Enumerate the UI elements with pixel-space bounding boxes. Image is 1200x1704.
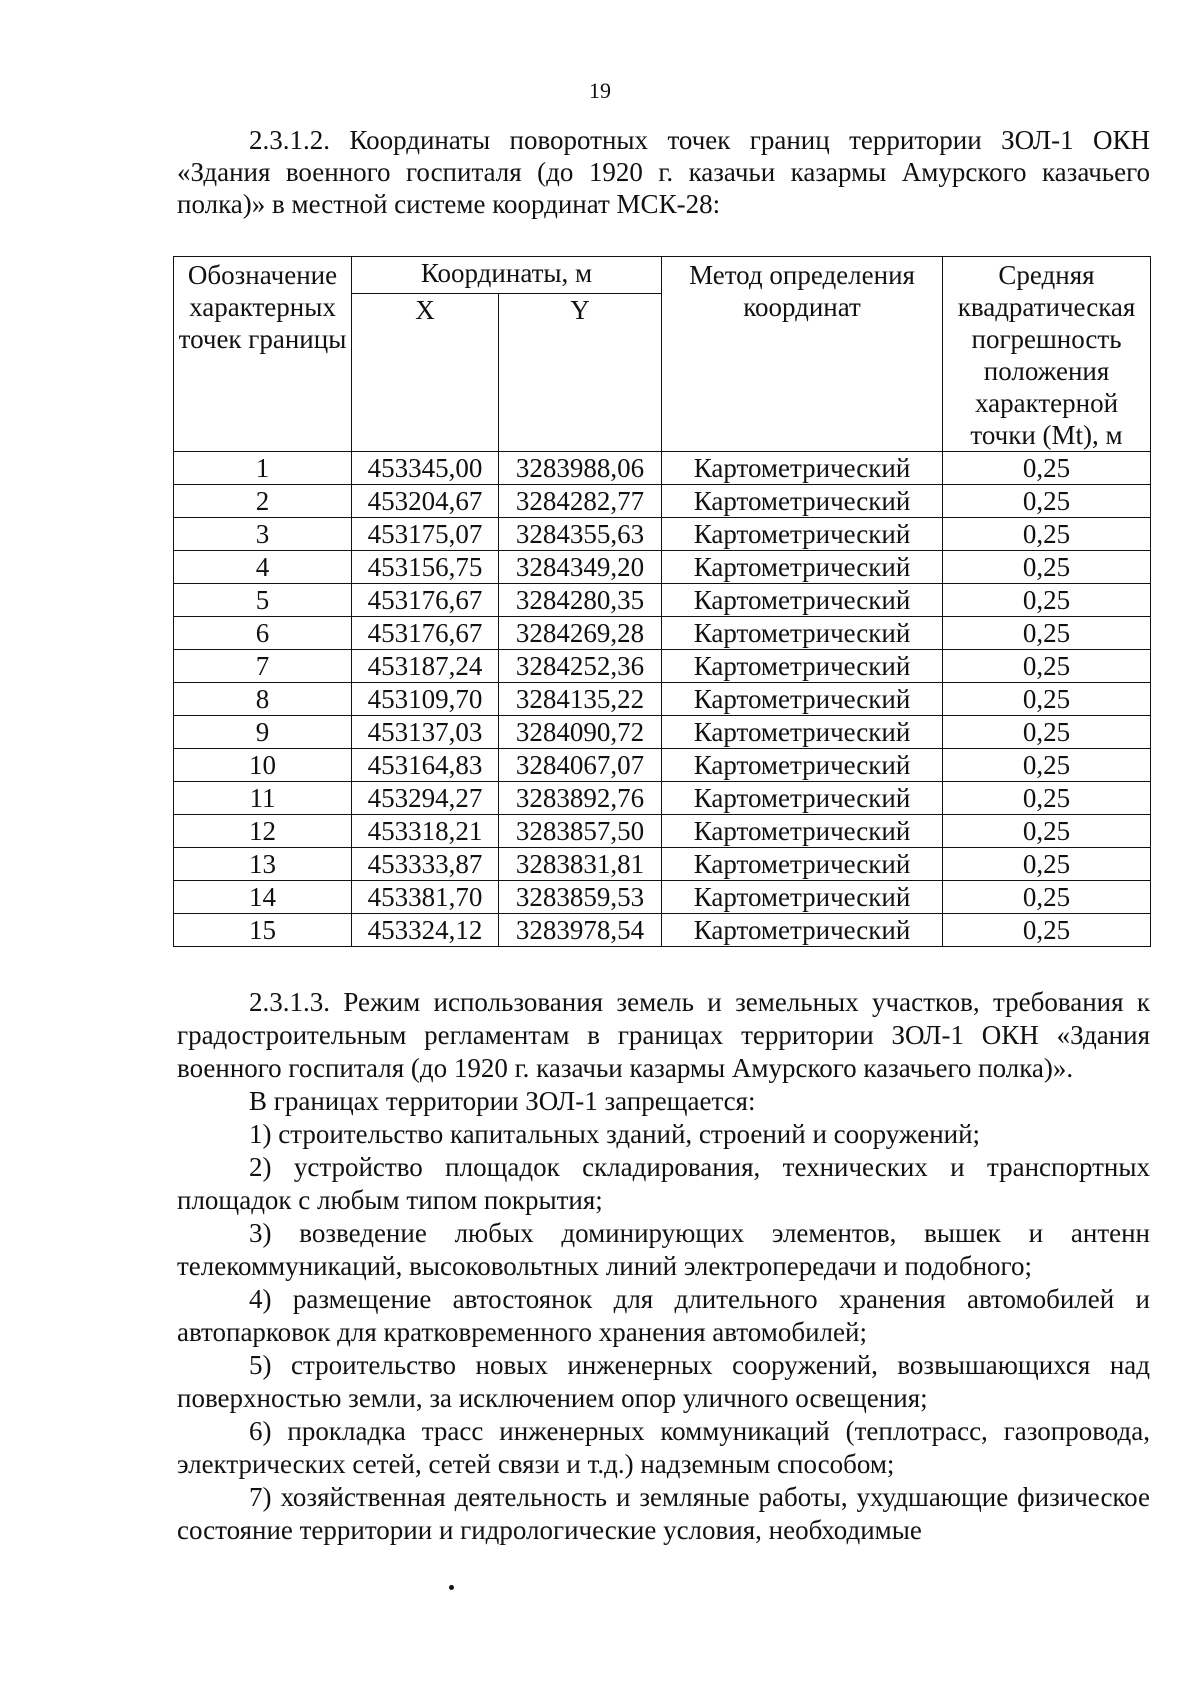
list-item: 6) прокладка трасс инженерных коммуникаций (теплотрасс, газопровода, электрических сетей, сетей связи и т.д.) надземным способом; [177, 1416, 1150, 1479]
table-row [174, 518, 1151, 551]
cell-method: Картометрический [662, 452, 943, 485]
cell-point-number: 8 [174, 683, 352, 716]
list-item: 1) строительство капитальных зданий, строений и сооружений; [249, 1119, 981, 1149]
cell-point-number: 5 [174, 584, 352, 617]
list-item: 7) хозяйственная деятельность и земляные работы, ухудшающие физическое состояние территории и гидрологические условия, необходимые [177, 1482, 1150, 1545]
cell-point-number: 13 [174, 848, 352, 881]
section-heading: 2.3.1.3. Режим использования земель и земельных участков, требования к градостроительным регламентам в границах территории ЗОЛ-1 ОКН «Здания военного госпиталя (до 1920 г. казачьи казармы Амурского казачьего полка)». [177, 987, 1150, 1083]
cell-coord-y: 3283892,76 [499, 782, 662, 815]
cell-coord-x: 453109,70 [352, 683, 499, 716]
cell-point-number: 6 [174, 617, 352, 650]
list-item: 4) размещение автостоянок для длительного хранения автомобилей и автопарковок для кратковременного хранения автомобилей; [177, 1284, 1150, 1347]
cell-method: Картометрический [662, 650, 943, 683]
cell-error: 0,25 [943, 452, 1151, 485]
cell-error: 0,25 [943, 485, 1151, 518]
table-row [174, 650, 1151, 683]
header-point: Обозначение характерных точек границы [174, 257, 352, 452]
cell-coord-y: 3284090,72 [499, 716, 662, 749]
cell-point-number: 9 [174, 716, 352, 749]
cell-method: Картометрический [662, 716, 943, 749]
table-row [174, 782, 1151, 815]
cell-coord-x: 453156,75 [352, 551, 499, 584]
cell-coord-y: 3284349,20 [499, 551, 662, 584]
cell-error: 0,25 [943, 749, 1151, 782]
prohibitions-list [177, 1118, 1150, 1547]
table-row [174, 815, 1151, 848]
table-row [174, 749, 1151, 782]
coordinates-table-body [174, 452, 1151, 947]
table-row [174, 452, 1151, 485]
cell-error: 0,25 [943, 782, 1151, 815]
cell-coord-y: 3283857,50 [499, 815, 662, 848]
cell-coord-y: 3283831,81 [499, 848, 662, 881]
page-number: 19 [589, 78, 611, 103]
cell-coord-x: 453324,12 [352, 914, 499, 947]
cell-coord-x: 453175,07 [352, 518, 499, 551]
list-item: 5) строительство новых инженерных сооружений, возвышающихся над поверхностью земли, за исключением опор уличного освещения; [177, 1350, 1150, 1413]
cell-coord-y: 3284269,28 [499, 617, 662, 650]
cell-point-number: 1 [174, 452, 352, 485]
intro-paragraph: 2.3.1.2. Координаты поворотных точек границ территории ЗОЛ-1 ОКН «Здания военного госпиталя (до 1920 г. казачьи казармы Амурского казачьего полка)» в местной системе координат МСК-28: [177, 125, 1150, 219]
cell-point-number: 14 [174, 881, 352, 914]
cell-coord-x: 453318,21 [352, 815, 499, 848]
cell-coord-x: 453333,87 [352, 848, 499, 881]
table-row [174, 914, 1151, 947]
cell-method: Картометрический [662, 749, 943, 782]
header-error: Средняя квадратическая погрешность положения характерной точки (Mt), м [943, 257, 1151, 452]
cell-coord-y: 3284135,22 [499, 683, 662, 716]
cell-error: 0,25 [943, 815, 1151, 848]
cell-coord-x: 453294,27 [352, 782, 499, 815]
cell-coord-y: 3284355,63 [499, 518, 662, 551]
cell-error: 0,25 [943, 518, 1151, 551]
cell-error: 0,25 [943, 848, 1151, 881]
cell-point-number: 11 [174, 782, 352, 815]
table-row [174, 551, 1151, 584]
table-row [174, 716, 1151, 749]
cell-point-number: 12 [174, 815, 352, 848]
cell-coord-x: 453204,67 [352, 485, 499, 518]
cell-coord-x: 453176,67 [352, 584, 499, 617]
cell-coord-x: 453187,24 [352, 650, 499, 683]
coordinates-table [173, 256, 1151, 947]
cell-coord-y: 3284252,36 [499, 650, 662, 683]
cell-error: 0,25 [943, 650, 1151, 683]
cell-error: 0,25 [943, 683, 1151, 716]
table-row [174, 683, 1151, 716]
list-item: 2) устройство площадок складирования, технических и транспортных площадок с любым типом покрытия; [177, 1152, 1150, 1215]
section-lead: В границах территории ЗОЛ-1 запрещается: [249, 1086, 756, 1116]
cell-point-number: 4 [174, 551, 352, 584]
cell-error: 0,25 [943, 716, 1151, 749]
table-row [174, 584, 1151, 617]
cell-coord-x: 453176,67 [352, 617, 499, 650]
cell-error: 0,25 [943, 881, 1151, 914]
cell-method: Картометрический [662, 815, 943, 848]
table-row [174, 485, 1151, 518]
cell-error: 0,25 [943, 914, 1151, 947]
list-item: 3) возведение любых доминирующих элементов, вышек и антенн телекоммуникаций, высоковольтных линий электропередачи и подобного; [177, 1218, 1150, 1281]
cell-point-number: 3 [174, 518, 352, 551]
cell-method: Картометрический [662, 683, 943, 716]
cell-coord-y: 3283859,53 [499, 881, 662, 914]
cell-method: Картометрический [662, 848, 943, 881]
cell-coord-x: 453137,03 [352, 716, 499, 749]
cell-coord-y: 3284280,35 [499, 584, 662, 617]
cell-error: 0,25 [943, 617, 1151, 650]
cell-method: Картометрический [662, 782, 943, 815]
scan-speck [449, 1585, 454, 1590]
cell-error: 0,25 [943, 584, 1151, 617]
table-row [174, 848, 1151, 881]
cell-point-number: 10 [174, 749, 352, 782]
cell-point-number: 2 [174, 485, 352, 518]
table-row [174, 881, 1151, 914]
cell-coord-x: 453345,00 [352, 452, 499, 485]
header-x: X [352, 294, 499, 452]
cell-coord-y: 3284282,77 [499, 485, 662, 518]
header-method: Метод определения координат [662, 257, 943, 452]
cell-coord-y: 3283988,06 [499, 452, 662, 485]
cell-method: Картометрический [662, 485, 943, 518]
table-row [174, 617, 1151, 650]
cell-point-number: 15 [174, 914, 352, 947]
cell-method: Картометрический [662, 551, 943, 584]
cell-method: Картометрический [662, 518, 943, 551]
header-y: Y [499, 294, 662, 452]
cell-error: 0,25 [943, 551, 1151, 584]
cell-method: Картометрический [662, 881, 943, 914]
cell-method: Картометрический [662, 914, 943, 947]
header-coords: Координаты, м [352, 257, 662, 294]
cell-method: Картометрический [662, 584, 943, 617]
cell-point-number: 7 [174, 650, 352, 683]
cell-coord-y: 3283978,54 [499, 914, 662, 947]
cell-coord-y: 3284067,07 [499, 749, 662, 782]
cell-coord-x: 453164,83 [352, 749, 499, 782]
cell-method: Картометрический [662, 617, 943, 650]
cell-coord-x: 453381,70 [352, 881, 499, 914]
regime-section [177, 986, 1150, 1547]
